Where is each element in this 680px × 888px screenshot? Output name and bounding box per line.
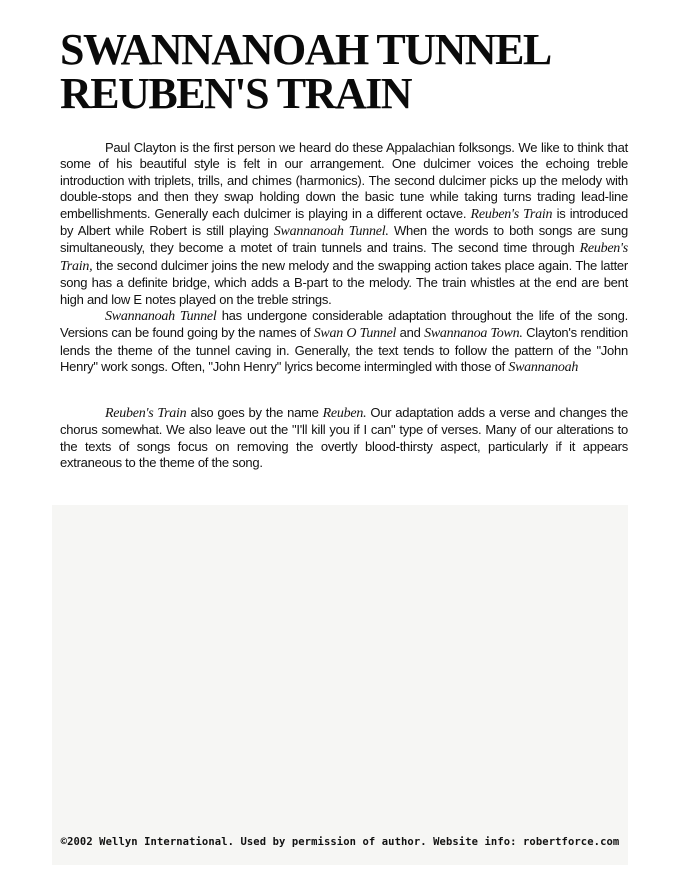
text-run: has undergone considerable adaptation throughout the life of the song. Versions can be found going by the names of — [60, 308, 628, 341]
text-run: also goes by the name — [190, 404, 319, 420]
text-run: and — [399, 325, 421, 341]
text-run: Our adaptation adds a verse and changes the chorus somewhat. We also leave out the "I'll kill you if I can" type of verses. Many of our alterations to the texts of songs focus on removing the overtly blood-thirsty aspect, particularly if it appears extraneous to the theme of the song. — [60, 404, 628, 470]
song-title-reubens-train: Reuben's Train, — [60, 241, 628, 274]
text-run: is introduced by Albert while Robert is still playing — [60, 205, 628, 239]
paragraph-reubens-train — [60, 405, 628, 472]
song-title-swannanoah: Swannanoah — [508, 360, 579, 376]
song-title-swannanoa-town: Swannanoa Town. — [424, 326, 523, 342]
song-title-reubens-train: Reuben's Train — [470, 206, 553, 222]
article-body — [60, 140, 628, 471]
song-title-swan-o-tunnel: Swan O Tunnel — [313, 326, 397, 342]
text-run: Clayton's rendition lends the theme of the tunnel caving in. Generally, the text tends to follow the pattern of the "John Henry" work songs. Often, "John Henry" lyrics become intermingled with those of — [60, 325, 628, 375]
song-title-swannanoah-tunnel: Swannanoah Tunnel. — [273, 224, 389, 240]
song-title-swannanoah-tunnel: Swannanoah Tunnel — [105, 309, 217, 325]
text-run: the second dulcimer joins the new melody and the swapping action takes place again. The latter song has a definite bridge, which adds a B-part to the melody. The train whistles at the end are bent high and low E notes played on the treble strings. — [60, 257, 628, 307]
title-line-swannanoah-tunnel: SWANNANOAH TUNNEL — [60, 25, 551, 74]
song-title-reuben: Reuben. — [322, 405, 367, 421]
text-run: Paul Clayton is the first person we heard do these Appalachian folksongs. We like to think that some of his beautiful style is felt in our arrangement. One dulcimer voices the echoing treble introduction with triplets, trills, and chimes (harmonics). The second dulcimer picks up the melody with double-stops and then they swap holding down the basic tune while taking turns trading lead-line embellishments. Generally each dulcimer is playing in a different octave. — [60, 140, 628, 221]
song-title-reubens-train: Reuben's Train — [105, 405, 187, 421]
text-run: When the words to both songs are sung simultaneously, they become a motet of train tunnels and trains. The second time through — [60, 223, 628, 256]
title-line-reubens-train: REUBEN'S TRAIN — [60, 69, 412, 118]
page-title — [60, 25, 660, 118]
shaded-area — [52, 505, 628, 865]
paragraph-intro — [60, 140, 628, 308]
copyright-footer: ©2002 Wellyn International. Used by permission of author. Website info: robertforce.com — [60, 836, 620, 848]
paragraph-swannanoah — [60, 308, 628, 377]
